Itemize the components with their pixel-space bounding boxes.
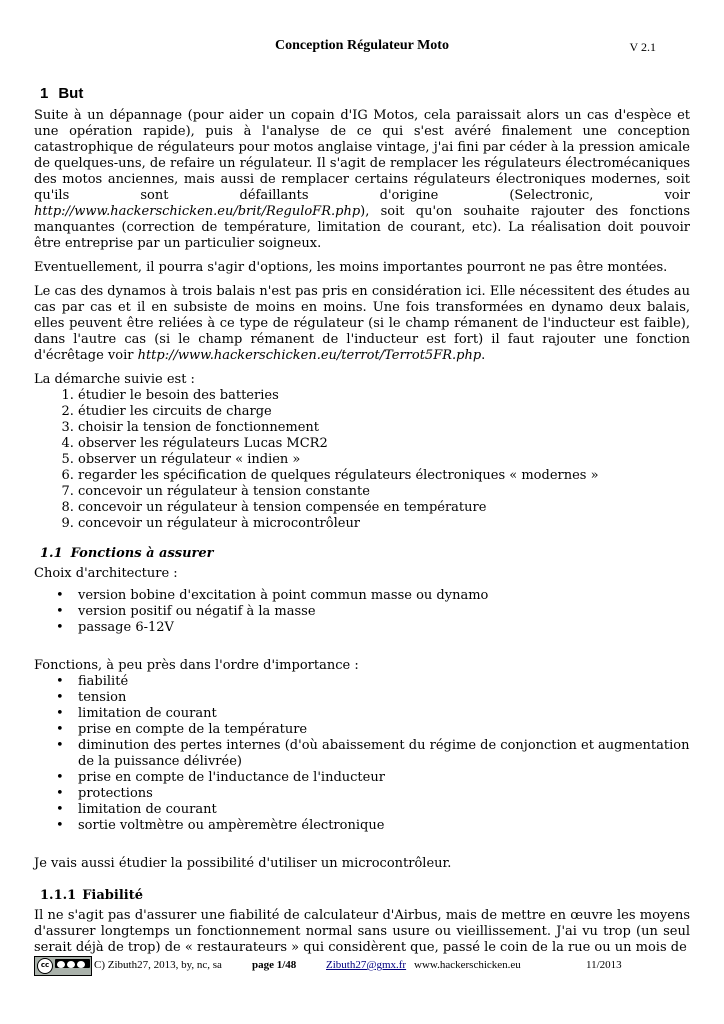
list-item: • sortie voltmètre ou ampèremètre électronique <box>56 818 385 833</box>
link-regulofr[interactable]: http://www.hackerschicken.eu/brit/ReguloFR.php <box>34 204 361 219</box>
list-item: 6. regarder les spécification de quelques régulateurs électroniques « modernes » <box>78 468 690 484</box>
list-item: • version bobine d'excitation à point commun masse ou dynamo <box>56 588 489 603</box>
paragraph-options: Eventuellement, il pourra s'agir d'options, les moins importantes pourront ne pas être montées. <box>34 260 668 275</box>
list-item: 7. concevoir un régulateur à tension constante <box>78 484 690 500</box>
footer-website: www.hackerschicken.eu <box>414 959 521 971</box>
paragraph-dynamos: Le cas des dynamos à trois balais n'est pas pris en considération ici. Elle nécessitent des études au cas par cas et il en subsiste de moins en moins. Une fois transformées en dynamo deux balais, elles peuvent être reliées à ce type de régulateur (si le champ rémanent de l'inducteur est faible), dans l'autre cas (si le champ rémanent de l'inducteur est fort) il faut rajouter une fonction d'écrêtage voir http://www.hackerschicken.eu/terrot/Terrot5FR.php. <box>34 284 690 363</box>
steps-intro: La démarche suivie est : <box>34 372 195 387</box>
bullet-icon: • <box>56 690 64 705</box>
bullet-icon: • <box>56 674 64 689</box>
list-item: • tension <box>56 690 127 705</box>
footer-email-link[interactable]: Zibuth27@gmx.fr <box>326 959 407 971</box>
document-title: Conception Régulateur Moto <box>275 38 449 53</box>
list-item: • limitation de courant <box>56 706 217 721</box>
bullet-icon: • <box>56 786 64 801</box>
section-heading-1: 1 But <box>40 85 84 102</box>
cc-circle: cc <box>37 958 53 974</box>
list-item: • version positif ou négatif à la masse <box>56 604 316 619</box>
footer-date: 11/2013 <box>586 959 622 971</box>
document-version: V 2.1 <box>629 40 656 54</box>
bullet-icon: • <box>56 588 64 603</box>
bullet-icon: • <box>56 802 64 817</box>
list-item: 8. concevoir un régulateur à tension compensée en température <box>78 500 690 516</box>
bullet-icon: • <box>56 604 64 619</box>
bullet-icon: • <box>56 770 64 785</box>
bullet-icon: • <box>56 706 64 721</box>
bullet-icon: • <box>56 722 64 737</box>
list-item: 4. observer les régulateurs Lucas MCR2 <box>78 436 690 452</box>
list-item: • passage 6-12V <box>56 620 174 635</box>
section-heading-1-1: 1.1 Fonctions à assurer <box>40 546 214 561</box>
list-item: 5. observer un régulateur « indien » <box>78 452 690 468</box>
list-item: • limitation de courant <box>56 802 217 817</box>
list-item: 3. choisir la tension de fonctionnement <box>78 420 690 436</box>
cc-strip <box>55 959 90 968</box>
list-item: 1. étudier le besoin des batteries <box>78 388 690 404</box>
section-heading-1-1-1: 1.1.1 Fiabilité <box>40 888 143 903</box>
list-item: • fiabilité <box>56 674 129 689</box>
link-terrot5fr[interactable]: http://www.hackerschicken.eu/terrot/Terrot5FR.php <box>137 348 482 363</box>
document-body <box>34 86 690 964</box>
bullet-icon: • <box>56 738 64 753</box>
creative-commons-by-nc-sa-icon <box>34 956 92 976</box>
footer-copyright: C) Zibuth27, 2013, by, nc, sa <box>94 959 222 971</box>
list-item: • diminution des pertes internes (d'où abaissement du régime de conjonction et augmentation de la puissance délivrée) <box>56 738 690 769</box>
list-item: • prise en compte de la température <box>56 722 308 737</box>
bullet-icon: • <box>56 818 64 833</box>
page-footer <box>34 956 694 978</box>
architecture-intro: Choix d'architecture : <box>34 566 178 581</box>
bullet-icon: • <box>56 620 64 635</box>
footer-page-number: page 1/48 <box>252 959 297 971</box>
list-item: • protections <box>56 786 153 801</box>
functions-intro: Fonctions, à peu près dans l'ordre d'importance : <box>34 658 359 673</box>
page-header <box>36 38 688 58</box>
paragraph-fiabilite: Il ne s'agit pas d'assurer une fiabilité de calculateur d'Airbus, mais de mettre en œuvre les moyens d'assurer longtemps un fonctionnement normal sans usure ou vieillissement. J'ai vu trop (un seul serait déjà de trop) de « restaurateurs » qui considèrent que, passé le coin de la rue ou un mois de <box>34 908 690 955</box>
list-item: • prise en compte de l'inductance de l'inducteur <box>56 770 385 785</box>
functions-list <box>34 674 690 834</box>
list-item: 2. étudier les circuits de charge <box>78 404 690 420</box>
paragraph-intro: Suite à un dépannage (pour aider un copain d'IG Motos, cela paraissait alors un cas d'espèce et une opération rapide), puis à l'analyse de ce qui s'est avéré finalement une conception catastrophique de régulateurs pour motos anglaise vintage, j'ai fini par céder à la pression amicale de quelques-uns, de refaire un régulateur. Il s'agit de remplacer les régulateurs électromécaniques des motos anciennes, mais aussi de remplacer certains régulateurs électroniques modernes, soit qu'ils sont défaillants d'origine (Selectronic, voir http://www.hackerschicken.eu/brit/ReguloFR.php), soit qu'on souhaite rajouter des fonctions manquantes (correction de température, limitation de courant, etc). La réalisation doit pouvoir être entreprise par un particulier soigneux. <box>34 108 690 251</box>
microcontroller-note: Je vais aussi étudier la possibilité d'utiliser un microcontrôleur. <box>34 856 452 871</box>
steps-list <box>34 388 690 532</box>
architecture-list <box>34 588 690 636</box>
list-item: 9. concevoir un régulateur à microcontrôleur <box>78 516 690 532</box>
